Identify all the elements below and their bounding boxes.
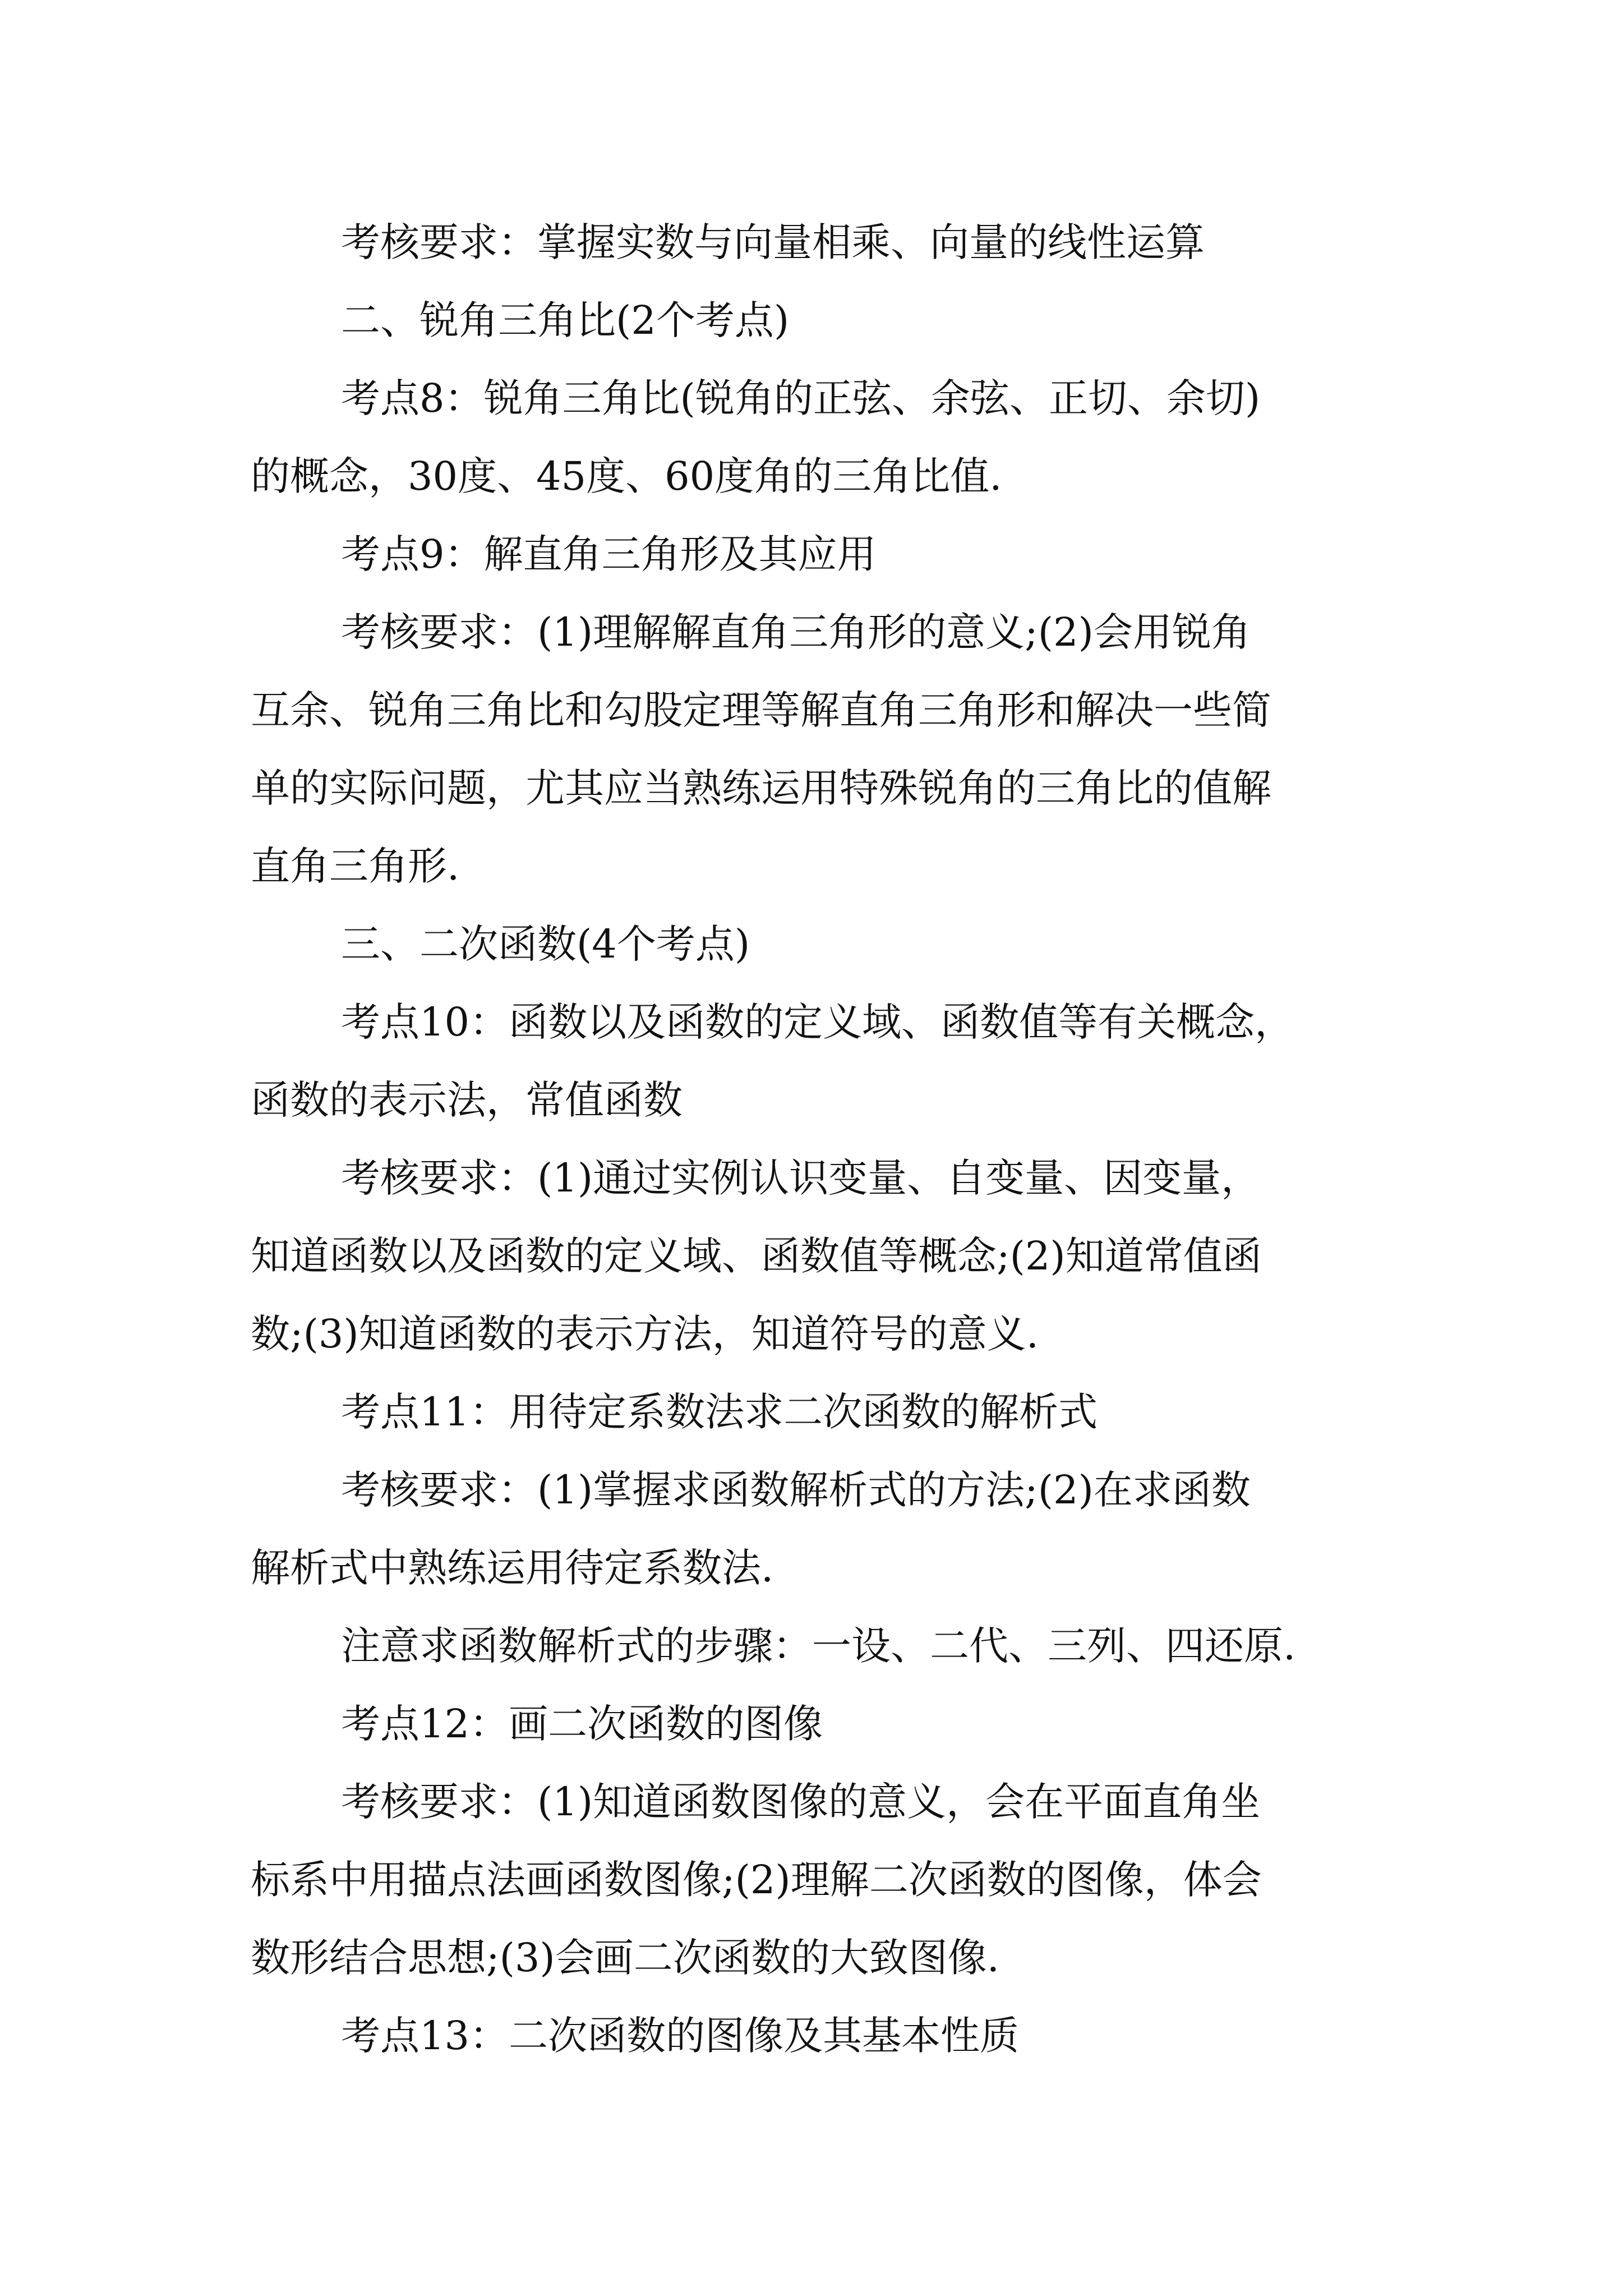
text-line-9: 直角三角形. [251, 843, 460, 889]
text-line-23: 数形结合思想;(3)会画二次函数的大致图像. [251, 1935, 999, 1981]
text-line-12: 函数的表示法，常值函数 [251, 1077, 683, 1123]
text-line-4: 的概念，30度、45度、60度角的三角比值. [251, 453, 1002, 499]
text-line-1: 考核要求：掌握实数与向量相乘、向量的线性运算 [341, 219, 1205, 265]
text-line-22: 标系中用描点法画函数图像;(2)理解二次函数的图像，体会 [251, 1857, 1262, 1903]
text-line-14: 知道函数以及函数的定义域、函数值等概念;(2)知道常值函 [251, 1233, 1262, 1279]
section-heading-quadratic: 三、二次函数(4个考点) [341, 921, 750, 967]
text-line-7: 互余、锐角三角比和勾股定理等解直角三角形和解决一些简 [251, 687, 1271, 733]
text-line-11: 考点10：函数以及函数的定义域、函数值等有关概念， [341, 999, 1294, 1045]
text-line-18: 解析式中熟练运用待定系数法. [251, 1545, 774, 1591]
text-line-13: 考核要求：(1)通过实例认识变量、自变量、因变量， [341, 1155, 1261, 1201]
text-line-19: 注意求函数解析式的步骤：一设、二代、三列、四还原. [341, 1623, 1296, 1669]
text-line-8: 单的实际问题，尤其应当熟练运用特殊锐角的三角比的值解 [251, 765, 1271, 811]
text-line-16: 考点11：用待定系数法求二次函数的解析式 [341, 1389, 1098, 1435]
text-line-5: 考点9：解直角三角形及其应用 [341, 531, 877, 577]
text-line-15: 数;(3)知道函数的表示方法，知道符号的意义. [251, 1311, 1039, 1357]
text-line-3: 考点8：锐角三角比(锐角的正弦、余弦、正切、余切) [341, 375, 1261, 421]
text-line-21: 考核要求：(1)知道函数图像的意义，会在平面直角坐 [341, 1779, 1261, 1825]
text-line-20: 考点12：画二次函数的图像 [341, 1701, 823, 1747]
text-line-17: 考核要求：(1)掌握求函数解析式的方法;(2)在求函数 [341, 1467, 1251, 1513]
text-line-6: 考核要求：(1)理解解直角三角形的意义;(2)会用锐角 [341, 609, 1251, 655]
text-line-24: 考点13：二次函数的图像及其基本性质 [341, 2013, 1020, 2059]
section-heading-acute-trig: 二、锐角三角比(2个考点) [341, 297, 790, 343]
